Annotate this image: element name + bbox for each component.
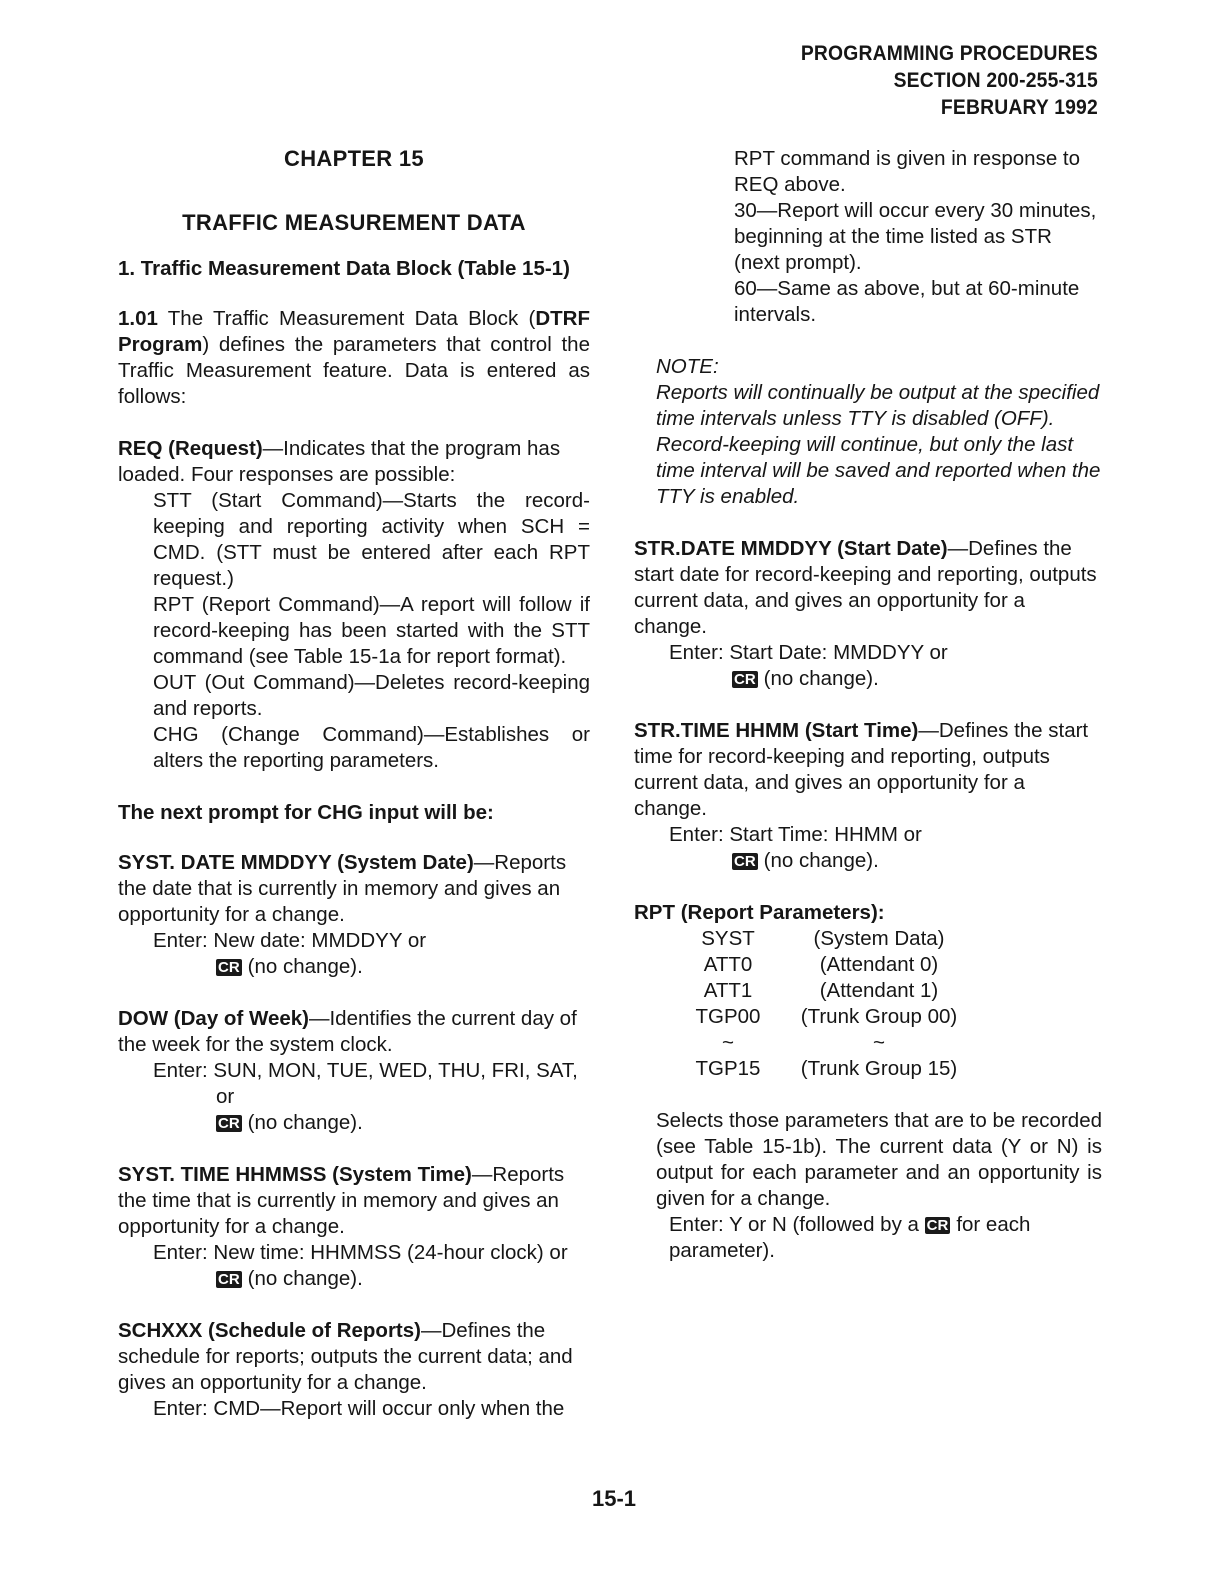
entry-enter: Enter: Start Time: HHMM or xyxy=(669,823,922,846)
no-change-text: (no change). xyxy=(763,849,879,872)
rpt-desc: (Trunk Group 15) xyxy=(800,1057,958,1080)
entry-enter: Enter: New date: MMDDYY or xyxy=(153,929,427,952)
req-out: OUT (Out Command)—Deletes record-keeping and reports. xyxy=(153,671,590,720)
entry-term: DOW (Day of Week) xyxy=(118,1007,309,1030)
entry-desc: —Reports the date that is currently in memory and gives an opportunity for a change. xyxy=(118,851,567,926)
entry-term: STR.DATE MMDDYY (Start Date) xyxy=(634,537,948,560)
no-change-text: (no change). xyxy=(763,667,879,690)
cr-key-icon: CR xyxy=(218,1271,240,1288)
entry-enter: Enter: SUN, MON, TUE, WED, THU, FRI, SAT, xyxy=(153,1059,578,1082)
rpt-row xyxy=(672,926,974,952)
entry-desc: —Indicates that the program has loaded. Four responses are possible: xyxy=(118,437,561,486)
systime-entry xyxy=(118,1162,590,1292)
paragraph-text: The Traffic Measurement Data Block ( xyxy=(157,307,536,330)
entry-enter: Enter: Start Date: MMDDYY or xyxy=(669,641,948,664)
sch-entry xyxy=(118,1318,590,1422)
no-change-text: (no change). xyxy=(247,955,363,978)
entry-desc: —Defines the schedule for reports; outputs the current data; and gives an opportunity for a change. xyxy=(118,1319,573,1394)
entry-enter: Enter: CMD—Report will occur only when the xyxy=(153,1397,565,1420)
entry-term: STR.TIME HHMM (Start Time) xyxy=(634,719,919,742)
rpt-code: ~ xyxy=(722,1031,734,1054)
header-line-2: SECTION 200-255-315 xyxy=(893,69,1098,92)
entry-cr-line xyxy=(634,666,1102,692)
sch-continued-1: RPT command is given in response to REQ above. xyxy=(734,147,1081,196)
req-chg: CHG (Change Command)—Establishes or alters the reporting parameters. xyxy=(153,723,590,772)
next-prompt-heading: The next prompt for CHG input will be: xyxy=(118,801,494,824)
running-header xyxy=(801,40,1098,121)
rpt-code: TGP00 xyxy=(695,1005,761,1028)
entry-enter: Enter: New time: HHMMSS (24-hour clock) or xyxy=(153,1241,568,1264)
rpt-row xyxy=(672,1056,974,1082)
req-entry xyxy=(118,436,590,774)
sysdate-entry xyxy=(118,850,590,980)
chapter-title: TRAFFIC MEASUREMENT DATA xyxy=(182,210,526,235)
rpt-desc: (Attendant 1) xyxy=(819,979,939,1002)
entry-term: SYST. DATE MMDDYY (System Date) xyxy=(118,851,474,874)
entry-cr-line xyxy=(118,1110,590,1136)
entry-desc: —Reports the time that is currently in memory and gives an opportunity for a change. xyxy=(118,1163,565,1238)
rpt-code: ATT1 xyxy=(703,979,753,1002)
rpt-desc: (System Data) xyxy=(813,927,945,950)
sch-continued-3: 60—Same as above, but at 60-minute intervals. xyxy=(734,277,1080,326)
rpt-row xyxy=(672,1004,974,1030)
entry-desc: —Defines the start time for record-keeping and reporting, outputs current data, and gives an opportunity for a change. xyxy=(634,719,1089,820)
rpt-parameters-table xyxy=(672,926,974,1082)
rpt-description: Selects those parameters that are to be recorded (see Table 15-1b). The current data (Y or N) is output for each parameter and an opportunity is given for a change. xyxy=(656,1109,1102,1210)
chapter-number: CHAPTER 15 xyxy=(284,146,424,171)
dow-entry xyxy=(118,1006,590,1136)
rpt-heading: RPT (Report Parameters): xyxy=(634,901,885,924)
left-column xyxy=(118,146,590,1448)
entry-term: SYST. TIME HHMMSS (System Time) xyxy=(118,1163,472,1186)
rpt-code: TGP15 xyxy=(695,1057,761,1080)
req-rpt: RPT (Report Command)—A report will follow if record-keeping has been started with the STT command (see Table 15-1a for report format). xyxy=(153,593,590,668)
entry-or: or xyxy=(216,1085,235,1108)
rpt-enter-text-2: for each parameter). xyxy=(669,1213,1031,1262)
rpt-row xyxy=(672,952,974,978)
note-text: Reports will continually be output at the specified time intervals unless TTY is disabled (OFF). Record-keeping will continue, but only the last time interval will be saved and reported when the TTY is enabled. xyxy=(656,381,1101,508)
cr-key-icon: CR xyxy=(734,671,756,688)
strtime-entry xyxy=(634,718,1102,874)
req-stt: STT (Start Command)—Starts the record-keeping and reporting activity when SCH = CMD. (STT must be entered after each RPT request.) xyxy=(153,489,590,590)
paragraph-1-01 xyxy=(118,306,590,410)
entry-desc: —Defines the start date for record-keeping and reporting, outputs current data, and gives an opportunity for a change. xyxy=(634,537,1097,638)
cr-key-icon: CR xyxy=(734,853,756,870)
rpt-row xyxy=(672,1030,974,1056)
header-line-1: PROGRAMMING PROCEDURES xyxy=(800,42,1098,65)
rpt-row xyxy=(672,978,974,1004)
program-name: DTRF Program xyxy=(118,307,590,356)
no-change-text: (no change). xyxy=(247,1111,363,1134)
entry-term: REQ (Request) xyxy=(118,437,263,460)
rpt-desc: ~ xyxy=(873,1031,885,1054)
header-line-3: FEBRUARY 1992 xyxy=(940,96,1098,119)
section-heading: 1. Traffic Measurement Data Block (Table 15-1) xyxy=(118,257,570,280)
right-column xyxy=(634,146,1102,1264)
rpt-enter-text: Enter: Y or N (followed by a xyxy=(669,1213,919,1236)
rpt-code: ATT0 xyxy=(703,953,753,976)
entry-cr-line xyxy=(118,1266,590,1292)
rpt-desc: (Attendant 0) xyxy=(819,953,939,976)
sch-continued-2: 30—Report will occur every 30 minutes, beginning at the time listed as STR (next prompt). xyxy=(734,199,1097,274)
paragraph-text: ) defines the parameters that control the Traffic Measurement feature. Data is entered as follows: xyxy=(118,333,590,408)
entry-cr-line xyxy=(634,848,1102,874)
cr-key-icon: CR xyxy=(218,959,240,976)
strdate-entry xyxy=(634,536,1102,692)
entry-desc: —Identifies the current day of the week for the system clock. xyxy=(118,1007,577,1056)
rpt-desc: (Trunk Group 00) xyxy=(800,1005,958,1028)
rpt-enter-line xyxy=(634,1212,1102,1264)
entry-cr-line xyxy=(118,954,590,980)
cr-key-icon: CR xyxy=(218,1115,240,1132)
no-change-text: (no change). xyxy=(247,1267,363,1290)
paragraph-number: 1.01 xyxy=(118,307,158,330)
entry-term: SCHXXX (Schedule of Reports) xyxy=(118,1319,421,1342)
rpt-code: SYST xyxy=(701,927,755,950)
cr-key-icon: CR xyxy=(926,1217,949,1234)
note-label: NOTE: xyxy=(656,355,719,378)
page-number: 15-1 xyxy=(591,1486,637,1511)
